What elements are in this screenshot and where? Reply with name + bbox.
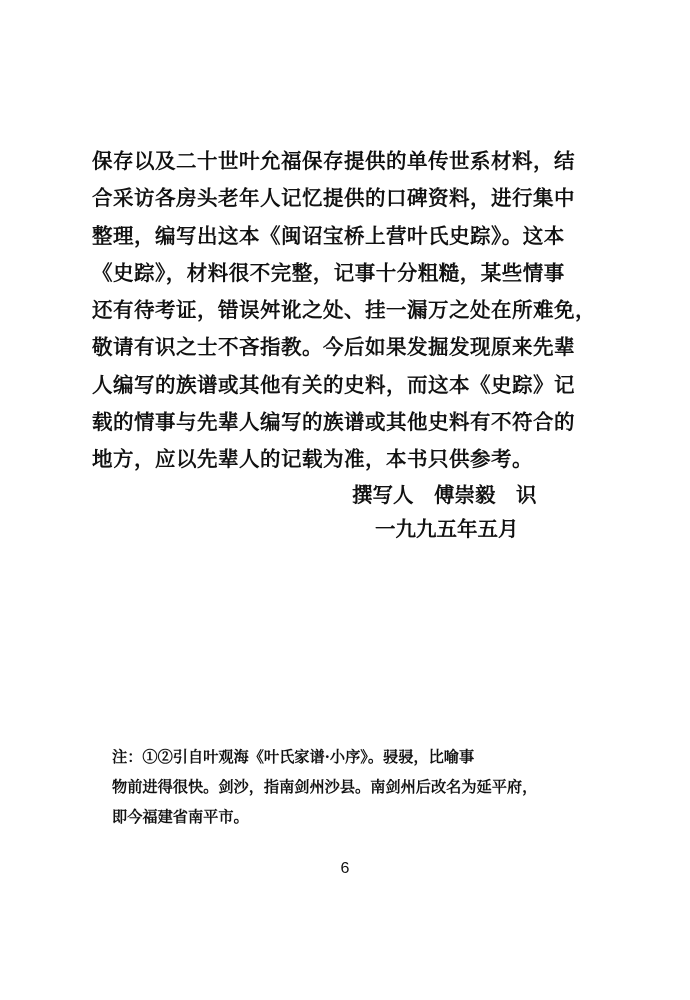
signature-date: 一九九五年五月 [375, 517, 519, 541]
page-number: 6 [340, 860, 350, 877]
body-line: 还有待考证，错误舛讹之处、挂一漏万之处在所难免， [92, 298, 596, 323]
body-line: 敬请有识之士不吝指教。今后如果发掘发现原来先辈 [92, 335, 575, 360]
body-line: 保存以及二十世叶允福保存提供的单传世系材料，结 [92, 149, 575, 173]
footnote-line: 即今福建省南平市。 [112, 808, 249, 826]
footnote-line: 物前进得很快。剑沙，指南剑州沙县。南剑州后改名为延平府， [112, 778, 538, 796]
body-line: 地方，应以先辈人的记载为准，本书只供参考。 [92, 447, 533, 472]
body-line: 人编写的族谱或其他有关的史料，而这本《史踪》记 [92, 372, 575, 397]
footnote-line: 注：①②引自叶观海《叶氏家谱·小序》。骎骎，比喻事 [112, 748, 475, 766]
body-text [92, 143, 612, 479]
body-line: 合采访各房头老年人记忆提供的口碑资料，进行集中 [92, 186, 575, 211]
signature-author: 撰写人 傅崇毅 识 [352, 483, 537, 507]
footnotes [112, 742, 602, 832]
body-line: 《史踪》，材料很不完整，记事十分粗糙，某些情事 [92, 260, 565, 285]
body-line: 整理，编写出这本《闽诏宝桥上营叶氏史踪》。这本 [92, 223, 565, 248]
body-line: 载的情事与先辈人编写的族谱或其他史料有不符合的 [92, 410, 575, 435]
